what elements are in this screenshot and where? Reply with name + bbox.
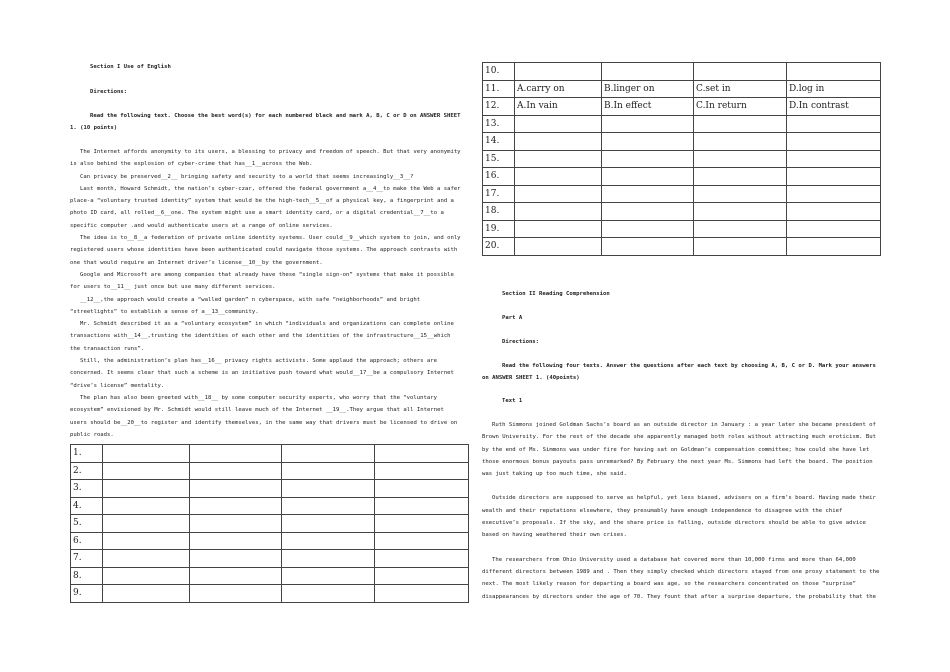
row-number: 7. xyxy=(71,550,103,568)
answer-table-left xyxy=(70,444,469,603)
option-a: A.carry on xyxy=(515,80,602,98)
passage-paragraph: The researchers from Ohio University used a database hat covered more than 10,000 firms and more than 64,000 different directors between 1989 and . Then they simply checked which directors stayed from one proxy statement to the next. The most likely reason for departing a board was age, so the researchers concentrated on those “surprise” disappearances by directors under the age of 70. They fount that after a surprise departure, the probability that the xyxy=(482,556,880,600)
table-row xyxy=(483,168,881,186)
table-row xyxy=(71,462,469,480)
option-b: B.In effect xyxy=(602,98,694,116)
table-row xyxy=(483,203,881,221)
row-number: 4. xyxy=(71,497,103,515)
table-row xyxy=(71,515,469,533)
passage-paragraph: Google and Microsoft are among companies that already have these “single sign-on” systems that make it possible for users to__11__ just once but use many different services. xyxy=(70,271,454,291)
instructions: Read the following four texts. Answer the questions after each text by choosing A, B, C or D. Mark your answers on ANSWER SHEET 1. (40points) xyxy=(482,363,876,382)
passage-paragraph: Ruth Simmons joined Goldman Sachs’s board as an outside director in January : a year later she became president of Brown University. For the rest of the decade she apparently managed both roles without attracting much eroticism. But by the end of Ms. Simmons was under fire for having sat on Goldman’s compensation committee; how could she have let those enormous bonus payouts pass unremarked? By February the next year Ms. Simmons had left the board. The position was just taking up too much time, she said. xyxy=(482,422,877,478)
table-row xyxy=(483,220,881,238)
table-row xyxy=(71,550,469,568)
option-d: D.In contrast xyxy=(787,98,881,116)
row-number: 5. xyxy=(71,515,103,533)
reading-passage xyxy=(482,419,880,603)
table-row xyxy=(71,532,469,550)
passage-paragraph: Outside directors are supposed to serve as helpful, yet less biased, advisers on a firm’s board. Having made their wealth and their reputations elsewhere, they presumably have enough independence to disagree with the chief executive’s proposals. If the sky, and the share price is falling, outside directors should be able to give advice based on having weathered their own crises. xyxy=(482,495,876,539)
row-number: 14. xyxy=(483,133,515,151)
passage-paragraph: The idea is to__8__a federation of private online identity systems. User could__9__which system to join, and only registered users whose identities have been authenticated could navigate those systems. The approach contrasts with one that would require an Internet driver’s license__10__by the government. xyxy=(70,235,461,266)
passage-paragraph: Still, the administration’s plan has__16__ privacy rights activists. Some applaud the approach; others are concerned. It seems clear that such a scheme is an initiative push toward what would__17__be a compulsory Internet “drive’s license” mentality. xyxy=(70,358,454,389)
row-number: 2. xyxy=(71,462,103,480)
row-number: 1. xyxy=(71,445,103,463)
row-number: 3. xyxy=(71,480,103,498)
passage-paragraph: Can privacy be preserved__2__ bringing safety and security to a world that seems increasingly__3__? xyxy=(80,173,414,180)
section-title: Section II Reading Comprehension xyxy=(502,291,610,297)
row-number: 16. xyxy=(483,168,515,186)
table-row xyxy=(483,133,881,151)
passage-paragraph: __12__,the approach would create a “walled garden” n cyberspace, with safe “neighborhoods” and bright “streetlights” to establish a sense of a__13__community. xyxy=(70,296,421,315)
row-number: 18. xyxy=(483,203,515,221)
option-c: C.set in xyxy=(694,80,787,98)
row-number: 6. xyxy=(71,532,103,550)
row-number: 8. xyxy=(71,567,103,585)
row-number: 11. xyxy=(483,80,515,98)
row-number: 17. xyxy=(483,185,515,203)
passage-paragraph: The Internet affords anonymity to its users, a blessing to privacy and freedom of speech. But that very anonymity is also behind the explosion of cyber-crime that has__1__across the Web. xyxy=(70,149,461,168)
directions-label: Directions: xyxy=(90,89,128,95)
row-number: 20. xyxy=(483,238,515,256)
option-b: B.linger on xyxy=(602,80,694,98)
table-row xyxy=(483,80,881,98)
passage-paragraph: The plan has also been greeted with__18__ by some computer security experts, who worry that the “voluntary ecosystem” envisioned by Mr. Schmidt would still leave much of the Internet __19__.They argue that all Internet users should be__20__to register and identify themselves, in the same way that drivers must be licensed to drive on public roads. xyxy=(70,394,458,438)
option-c: C.In return xyxy=(694,98,787,116)
option-a: A.In vain xyxy=(515,98,602,116)
option-d: D.log in xyxy=(787,80,881,98)
table-row xyxy=(483,238,881,256)
part-label: Part A xyxy=(502,315,523,321)
passage-paragraph: Mr. Schmidt described it as a “voluntary ecosystem” in which “individuals and organizations can complete online transactions with__14__,trusting the identities of each other and the identities of the infrastructure__15__which the transaction runs”. xyxy=(70,321,454,352)
row-number: 19. xyxy=(483,220,515,238)
table-row xyxy=(483,150,881,168)
table-row xyxy=(483,63,881,81)
table-row xyxy=(71,445,469,463)
row-number: 9. xyxy=(71,585,103,603)
table-row xyxy=(483,115,881,133)
row-number: 15. xyxy=(483,150,515,168)
table-row xyxy=(483,185,881,203)
passage-paragraph: Last month, Howard Schmidt, the nation’s cyber-czar, offered the federal government a__4__to make the Web a safer place-a “voluntary trusted identity” system that would be the high-tech__5__of a physical key, a fingerprint and a photo ID card, all rolled__6__one. The system might use a smart identity card, or a digital credential__7__to a specific computer .and would authenticate users at a range of online services. xyxy=(70,185,461,229)
cloze-passage xyxy=(70,146,462,441)
row-number: 10. xyxy=(483,63,515,81)
table-row xyxy=(71,567,469,585)
row-number: 12. xyxy=(483,98,515,116)
text-label: Text 1 xyxy=(502,398,523,404)
table-row xyxy=(71,585,469,603)
directions-label: Directions: xyxy=(502,339,540,345)
instructions: Read the following text. Choose the best word(s) for each numbered black and mark A, B, C or D on ANSWER SHEET 1. (10 points) xyxy=(70,113,461,132)
row-number: 13. xyxy=(483,115,515,133)
table-row xyxy=(71,497,469,515)
table-row xyxy=(483,98,881,116)
answer-table-right xyxy=(482,62,881,256)
table-row xyxy=(71,480,469,498)
section-title: Section I Use of English xyxy=(90,64,171,70)
